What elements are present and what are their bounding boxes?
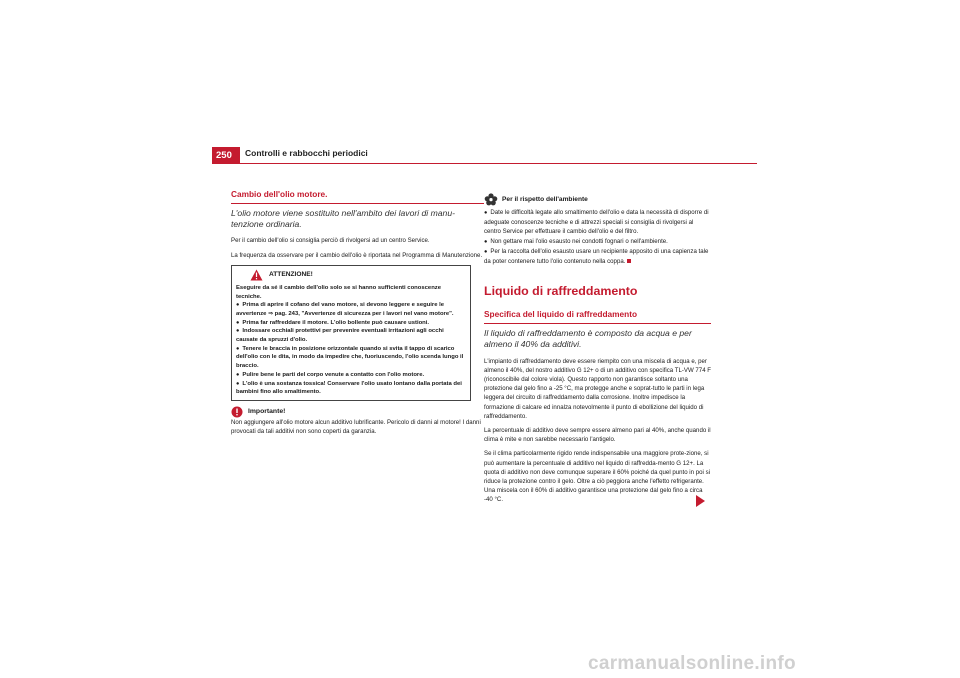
paragraph: La percentuale di additivo deve sempre essere almeno pari al 40%, anche quando il clima è mite e non sarebbe necessario l'antigelo. <box>484 427 711 444</box>
warning-bullet: ● L'olio è una sostanza tossica! Conservare l'olio usato lontano dalla portata dei bambini fino allo smaltimento. <box>236 380 466 397</box>
paragraph: La frequenza da osservare per il cambio dell'olio è riportata nel Programma di Manutenzione. <box>231 251 483 259</box>
warning-triangle-icon <box>250 269 263 281</box>
warning-bullet: ● Prima far raffreddare il motore. L'olio bollente può causare ustioni. <box>236 319 466 328</box>
paragraph: L'impianto di raffreddamento deve essere riempito con una miscela di acqua e, per almeno il 40%, del nostro additivo G 12+ o di un additivo con specifica TL-VW 774 F (riconoscibile dal colore viola). Questo rapporto non garantisce soltanto una protezione dal gelo fino a -25 °C, ma protegge anche e soprat-tutto le parti in lega leggera del circuito di raffreddamento dalla corrosione. Inoltre impedisce la formazione di calcare ed innalza notevolmente il punto di ebollizione del liquido di raffreddamento. <box>484 357 712 420</box>
environment-label: Per il rispetto dell'ambiente <box>502 195 588 203</box>
section-heading-coolant-spec: Specifica del liquido di raffreddamento <box>484 309 711 324</box>
warning-label: ATTENZIONE! <box>269 271 313 279</box>
notice-header <box>231 406 484 418</box>
warning-bullet: ● Prima di aprire il cofano del vano motore, si devono leggere e seguire le avvertenze ⇒ pag. 243, "Avvertenze di sicurezza per i lavori nel vano motore". <box>236 301 466 318</box>
environment-bullet: ● Date le difficoltà legate allo smaltimento dell'olio e data la necessità di disporre di adeguate conoscenze tecniche e di attrezzi speciali si consiglia di rivolgersi al centro Service per effettuare il cambio dell'olio e del filtro. <box>484 208 711 237</box>
environment-bullet <box>484 247 711 266</box>
warning-bullet: ● Tenere le braccia in posizione orizzontale quando si svita il tappo di scarico dell'olio con le dita, in modo da impedire che, fuoriuscendo, l'olio scenda lungo il braccio. <box>236 345 466 371</box>
caution-circle-icon <box>231 406 243 418</box>
next-page-arrow-icon[interactable] <box>696 495 705 507</box>
page-number: 250 <box>212 147 240 164</box>
notice-text: Non aggiungere all'olio motore alcun additivo lubrificante. Pericolo di danni al motore! I danni provocati da tali additivi non sono coperti da garanzia. <box>231 418 481 436</box>
environment-header <box>484 193 711 206</box>
running-title: Controlli e rabbocchi periodici <box>245 148 368 158</box>
intro-text: L'olio motore viene sostituito nell'ambito dei lavori di manu-tenzione ordinaria. <box>231 208 455 230</box>
warning-box <box>231 265 471 401</box>
header-rule <box>212 163 757 164</box>
section-end-mark <box>627 259 631 263</box>
section-heading-oil-change: Cambio dell'olio motore. <box>231 189 484 204</box>
warning-intro: Eseguire da sé il cambio dell'olio solo se si hanno sufficienti conoscenze tecniche. <box>236 284 442 300</box>
left-column <box>231 189 484 441</box>
right-column <box>484 193 711 510</box>
environment-bullet-text: Per la raccolta dell'olio esausto usare un recipiente apposito di una capienza tale da poter contenere tutto l'olio contenuto nella coppa. <box>484 247 709 266</box>
notice-label: Importante! <box>248 408 286 416</box>
flower-icon <box>484 193 498 206</box>
paragraph: Per il cambio dell'olio si consiglia perciò di rivolgersi ad un centro Service. <box>231 237 430 245</box>
warning-header <box>232 266 470 284</box>
watermark: carmanualsonline.info <box>588 653 796 674</box>
paragraph: Se il clima particolarmente rigido rende indispensabile una maggiore prote-zione, si può aumentare la percentuale di additivo nel liquido di raffredda-mento G 12+. La quota di additivo non deve comunque superare il 60% poiché da quel punto in poi si riduce la protezione contro il gelo. Oltre a ciò peggiora anche l'effetto refrigerante. Una miscela con il 60% di additivo garantisce una protezione dal gelo fino a circa -40 °C. <box>484 450 710 504</box>
chapter-heading-coolant: Liquido di raffreddamento <box>484 284 638 299</box>
environment-bullet: ● Non gettare mai l'olio esausto nei condotti fognari o nell'ambiente. <box>484 237 711 247</box>
warning-bullet: ● Pulire bene le parti del corpo venute a contatto con l'olio motore. <box>236 371 466 380</box>
intro-text: Il liquido di raffreddamento è composto da acqua e per almeno il 40% da additivi. <box>484 328 692 350</box>
warning-bullet: ● Indossare occhiali protettivi per prevenire eventuali irritazioni agli occhi causate da spruzzi d'olio. <box>236 327 466 344</box>
warning-body <box>232 284 470 400</box>
